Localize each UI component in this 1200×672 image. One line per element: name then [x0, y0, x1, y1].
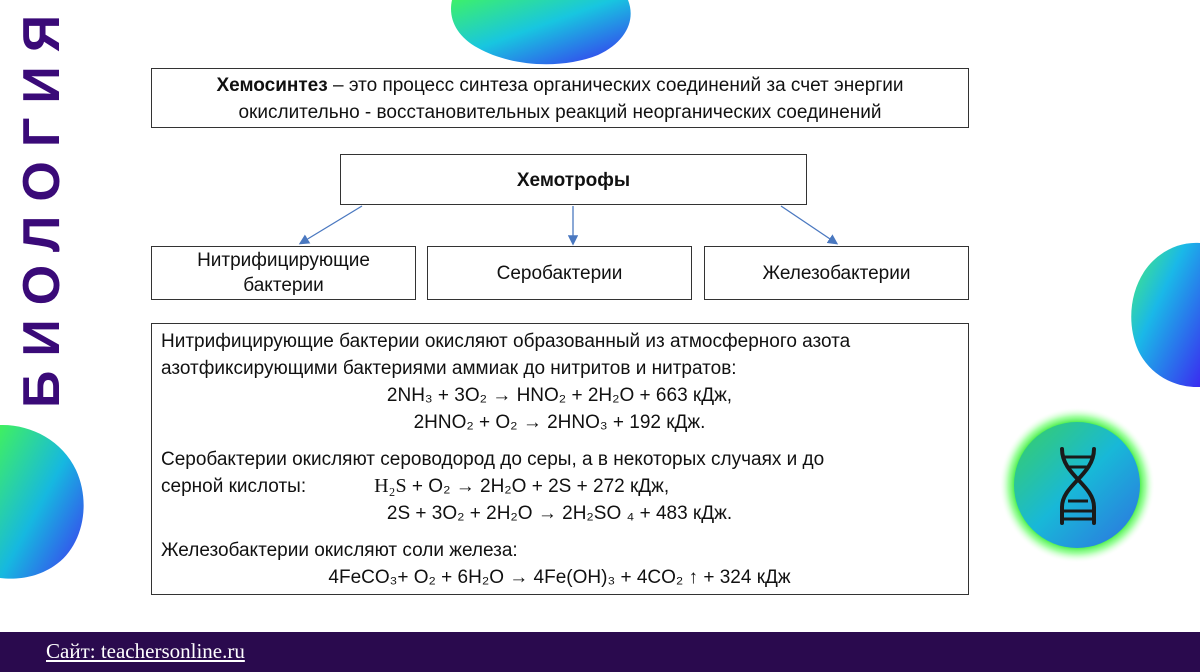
category-iron: [704, 246, 969, 300]
footer-bar: [0, 632, 1200, 672]
category-nitrifying: [151, 246, 416, 300]
equation-5: 4FeCO₃+ O₂ + 6H₂O → 4Fe(OH)₃ + 4CO₂ ↑ + 324 кДж: [328, 567, 791, 588]
category-nitrifying-line2: бактерии: [243, 275, 324, 296]
chemotrophs-box: Хемотрофы: [340, 154, 807, 205]
category-nitrifying-line1: Нитрифицирующие: [197, 250, 370, 271]
arrow-to-iron: [781, 206, 836, 243]
equation-1: 2NH₃ + 3O₂ → HNO₂ + 2H₂O + 663 кДж,: [386, 385, 733, 406]
equation-2: 2HNO₂ + O₂ → 2HNO₃ + 192 кДж.: [413, 412, 706, 433]
sulfur-label: серной кислоты:: [161, 476, 307, 497]
definition-text-1: – это процесс синтеза органических соединений за счет энергии: [327, 75, 904, 96]
category-sulfur: [427, 246, 692, 300]
category-sulfur-label: Серобактерии: [496, 262, 623, 284]
info-box: [151, 323, 969, 595]
nitrifying-text-1: Нитрифицирующие бактерии окисляют образованный из атмосферного азота: [161, 331, 851, 352]
definition-term: Хемосинтез: [216, 75, 328, 96]
definition-line-2: окислительно - восстановительных реакций неорганических соединений: [238, 102, 882, 123]
nitrifying-text-2: азотфиксирующими бактериями аммиак до нитритов и нитратов:: [161, 358, 737, 379]
sulfur-text-2: [161, 473, 958, 500]
sulfur-text-1: Серобактерии окисляют сероводород до серы, а в некоторых случаях и до: [161, 449, 825, 470]
category-iron-label: Железобактерии: [762, 262, 911, 284]
equation-3-reactant: H₂S: [374, 475, 407, 497]
sidebar-title: БИОЛОГИЯ: [13, 0, 71, 408]
iron-text-1: Железобактерии окисляют соли железа:: [161, 540, 518, 561]
arrow-to-nitrifying: [301, 206, 362, 243]
equation-3: + O₂ → 2H₂O + 2S + 272 кДж,: [406, 476, 670, 497]
footer-site-link[interactable]: Сайт: teachersonline.ru: [46, 639, 245, 663]
equation-4: 2S + 3O₂ + 2H₂O → 2H₂SO ₄ + 483 кДж.: [386, 503, 733, 524]
